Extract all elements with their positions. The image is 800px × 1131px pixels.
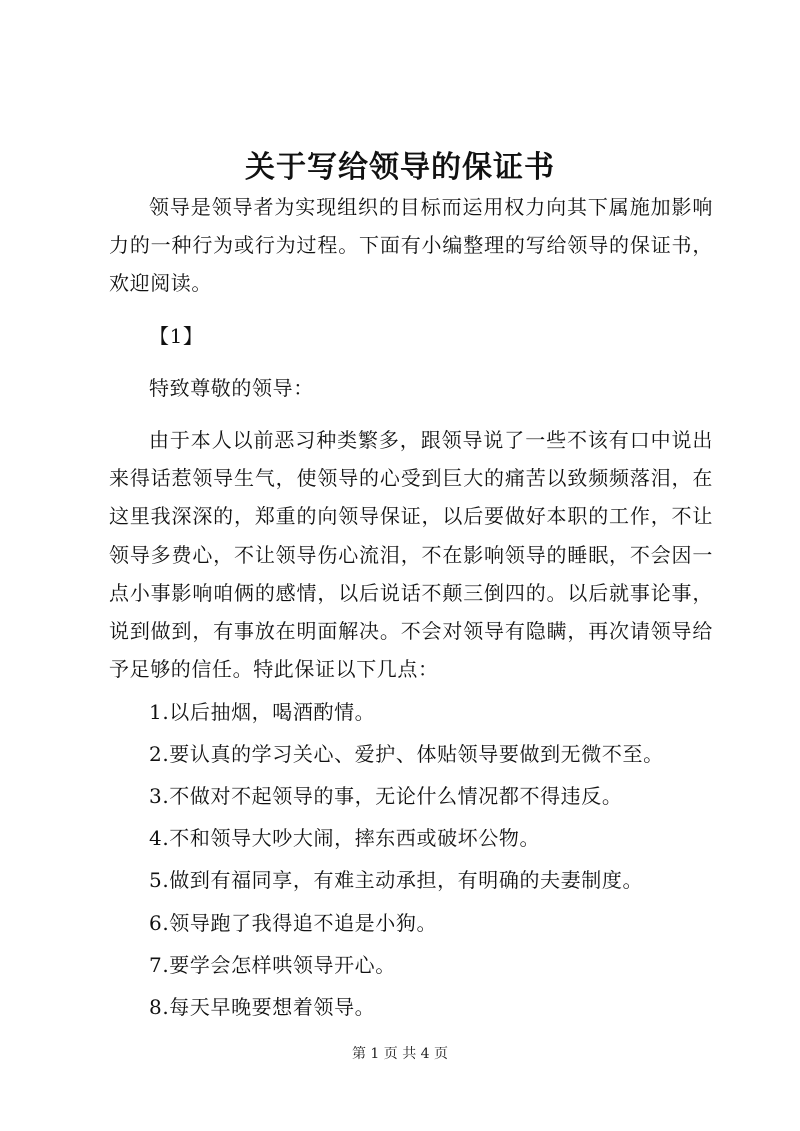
intro-paragraph: 领导是领导者为实现组织的目标而运用权力向其下属施加影响力的一种行为或行为过程。下面有小编整理的写给领导的保证书，欢迎阅读。: [109, 195, 713, 296]
section-marker: 【1】: [149, 323, 204, 348]
list-item: 8.每天早晚要想着领导。: [149, 994, 376, 1019]
list-item: 5.做到有福同享，有难主动承担，有明确的夫妻制度。: [149, 868, 644, 893]
salutation: 特致尊敬的领导：: [149, 375, 314, 400]
document-title: 关于写给领导的保证书: [245, 150, 555, 185]
list-item: 4.不和领导大吵大闹，摔东西或破坏公物。: [149, 826, 541, 851]
main-paragraph: 由于本人以前恶习种类繁多，跟领导说了一些不该有口中说出来得话惹领导生气，使领导的心受到巨大的痛苦以致频频落泪，在这里我深深的，郑重的向领导保证，以后要做好本职的工作，不让领导多费心，不让领导伤心流泪，不在影响领导的睡眠，不会因一点小事影响咱俩的感情，以后说话不颠三倒四的。以后就事论事，说到做到，有事放在明面解决。不会对领导有隐瞒，再次请领导给予足够的信任。特此保证以下几点：: [109, 428, 713, 682]
list-item: 3.不做对不起领导的事，无论什么情况都不得违反。: [149, 784, 623, 808]
list-item: 7.要学会怎样哄领导开心。: [149, 952, 396, 977]
list-item: 6.领导跑了我得追不追是小狗。: [149, 910, 438, 935]
page-number-footer: 第 1 页 共 4 页: [351, 1046, 449, 1062]
list-item: 2.要认真的学习关心、爱护、体贴领导要做到无微不至。: [149, 741, 664, 766]
list-item: 1.以后抽烟，喝酒酌情。: [149, 699, 376, 724]
document-body: [109, 188, 713, 1026]
